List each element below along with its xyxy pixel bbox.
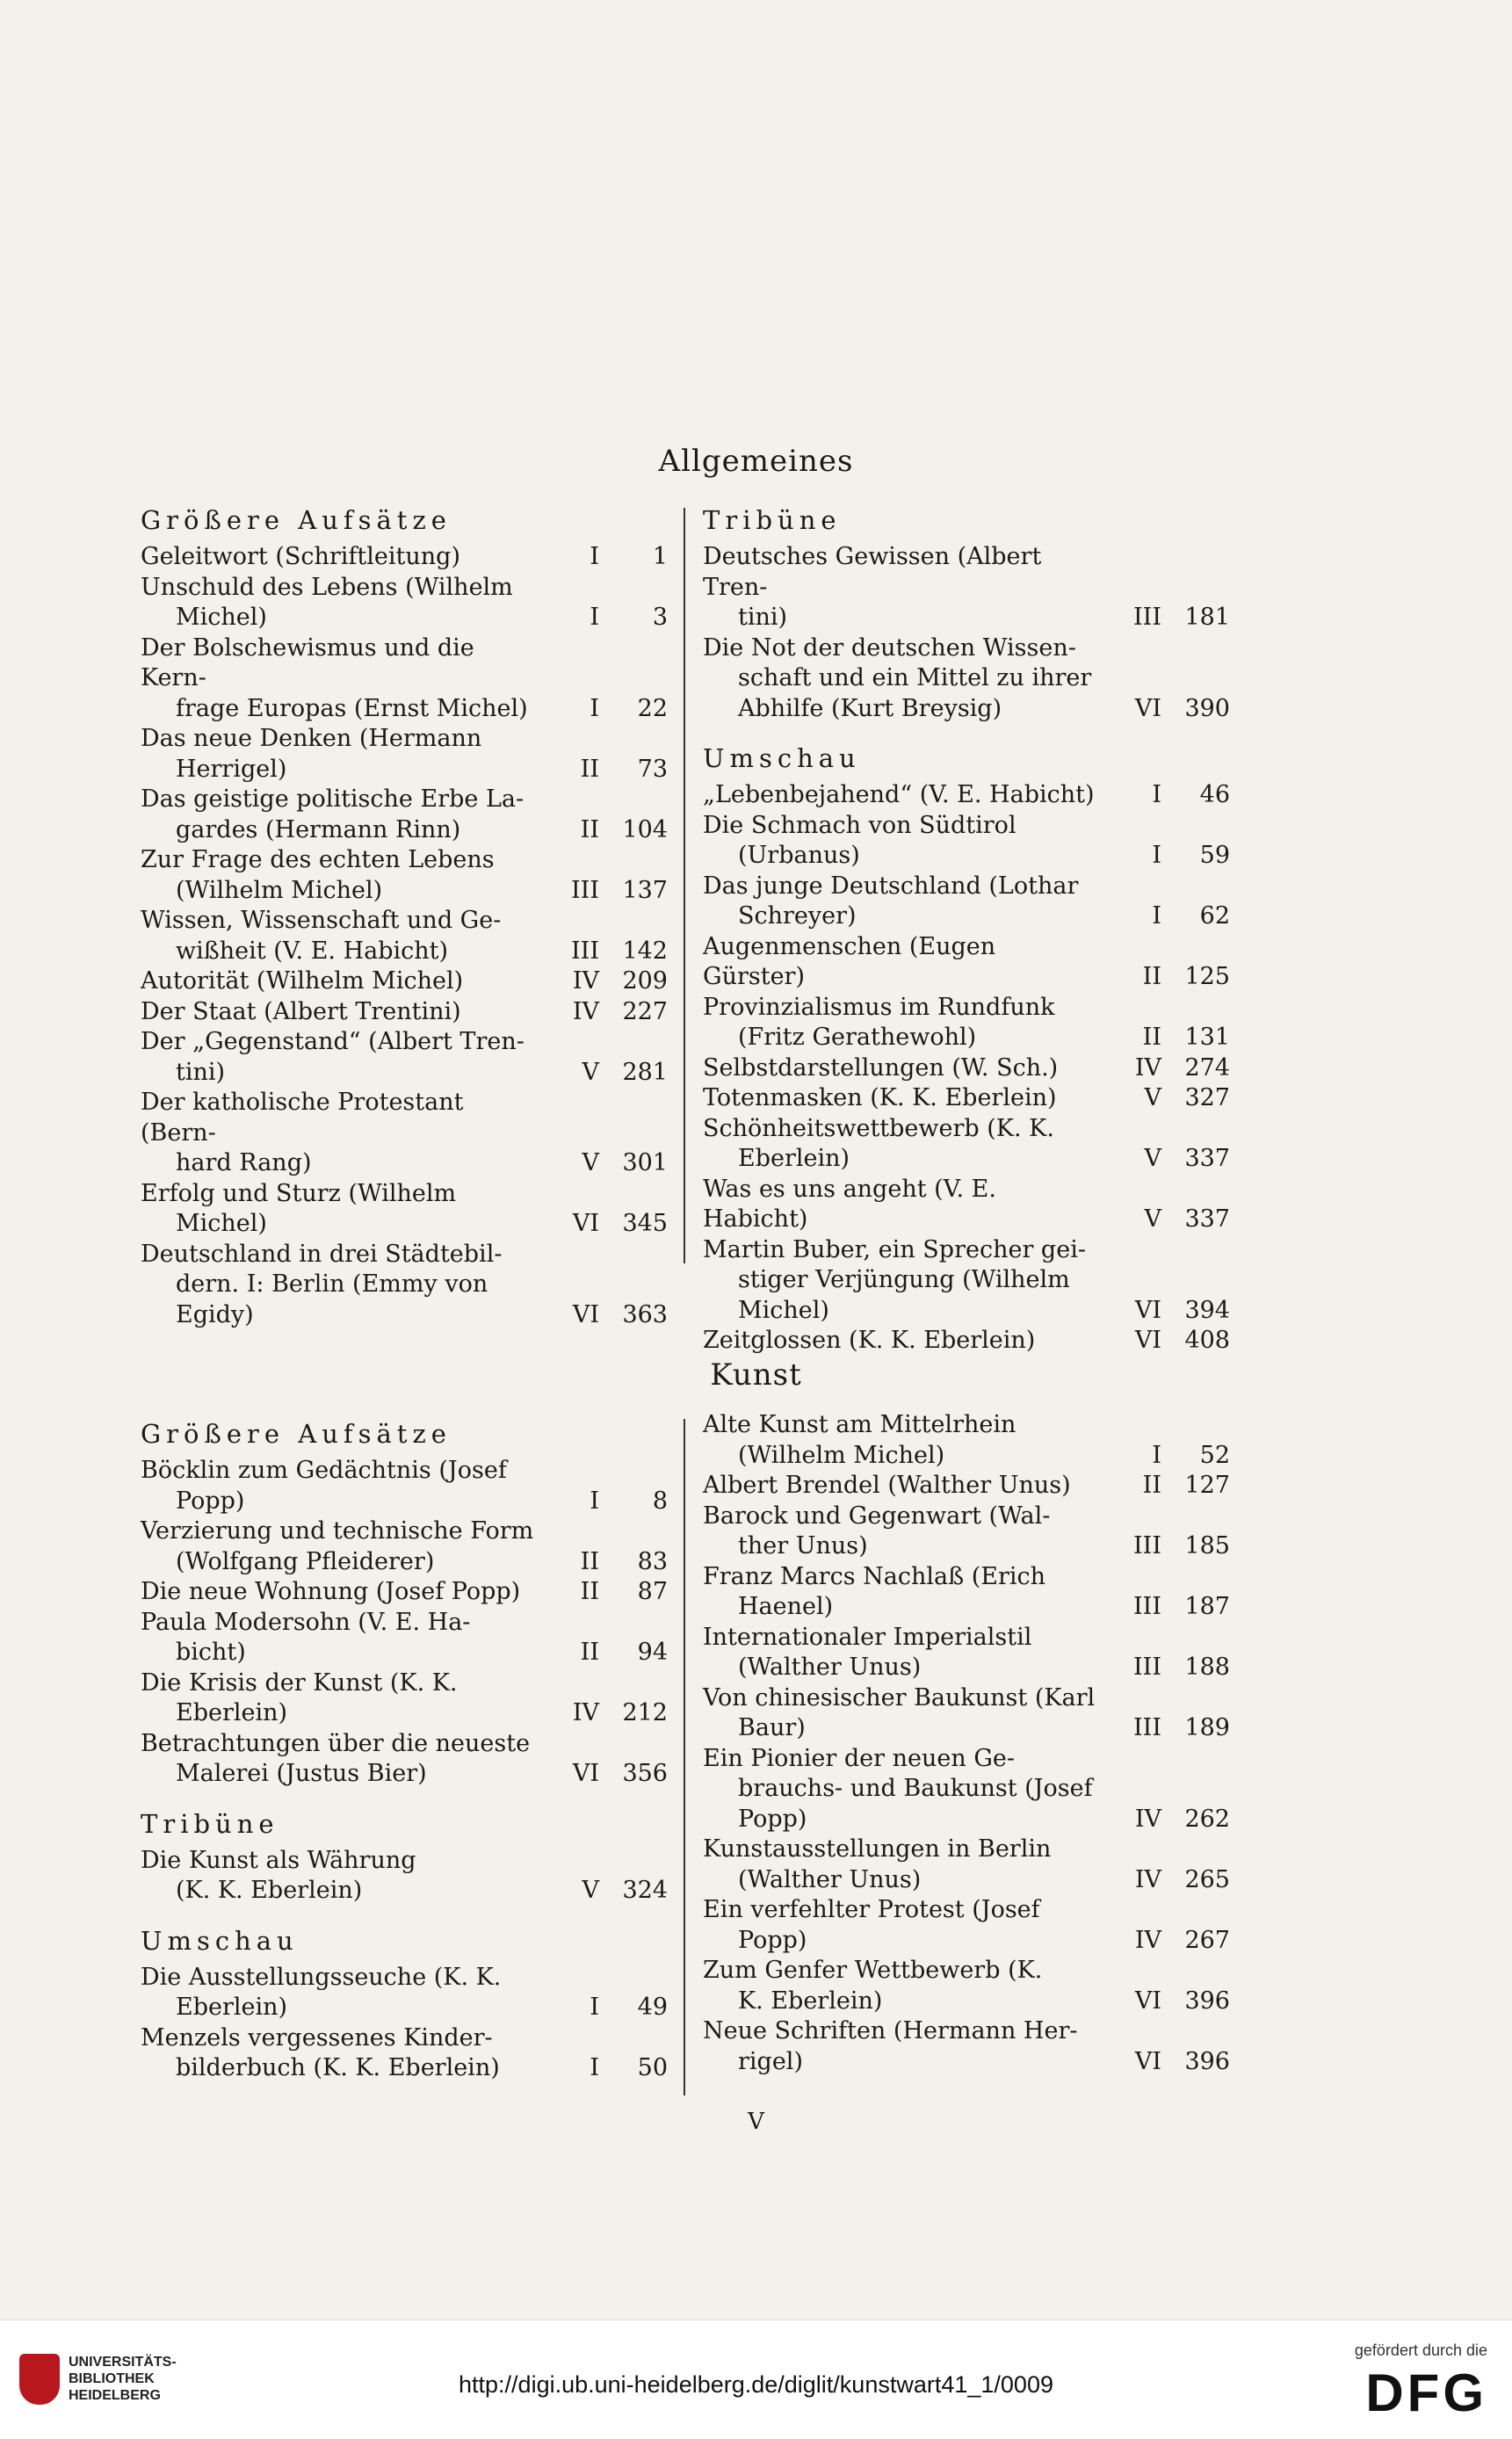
entry-volume: VI [1134, 2047, 1161, 2075]
entry-volume: I [590, 604, 599, 631]
entry-title-line: (Urbanus) [738, 842, 860, 869]
library-line-1: UNIVERSITÄTS- [69, 2355, 177, 2370]
column-divider [684, 508, 685, 1263]
entry-title [141, 1516, 539, 1577]
entry-title [703, 1502, 1102, 1562]
entry-title-line: Schönheitswettbewerb (K. K. [703, 1114, 1054, 1142]
entry-page: 1 [652, 543, 668, 570]
index-entry [703, 1895, 1230, 1956]
entry-title-line: Popp) [176, 1487, 245, 1515]
entry-title [141, 1668, 539, 1729]
entry-page: 142 [622, 937, 668, 965]
entry-title-line: brauchs- und Baukunst (Josef [738, 1775, 1093, 1802]
index-entry [141, 1027, 668, 1088]
entry-title [141, 1027, 539, 1088]
entry-title-line: Egidy) [176, 1300, 254, 1328]
entry-title-line: rigel) [738, 2047, 803, 2075]
entry-title [141, 906, 539, 966]
entry-title-line: Haenel) [738, 1593, 834, 1620]
entry-title [141, 845, 539, 906]
entry-title-line: Die neue Wohnung (Josef Popp) [141, 1578, 521, 1605]
entry-page: 83 [637, 1547, 668, 1575]
entry-volume: I [590, 2054, 599, 2081]
index-entry [141, 906, 668, 966]
library-line-2: BIBLIOTHEK [69, 2371, 155, 2386]
entry-page: 127 [1184, 1472, 1230, 1499]
entry-title-line: Die Not der deutschen Wissen- [703, 633, 1076, 662]
index-entry [703, 1835, 1230, 1895]
entry-title-line: (Fritz Gerathewohl) [738, 1024, 977, 1051]
entry-volume: II [580, 815, 599, 843]
entry-title-line: gardes (Hermann Rinn) [176, 815, 461, 843]
entry-volume: III [571, 876, 599, 904]
index-entry [703, 1744, 1230, 1835]
index-entry [141, 633, 668, 725]
entry-page: 262 [1184, 1805, 1230, 1833]
section-title-kunst: Kunst [710, 1357, 802, 1393]
entry-volume: II [1142, 1472, 1161, 1499]
index-entry [703, 872, 1230, 932]
entry-title-line: (Walther Unus) [738, 1865, 922, 1893]
entry-page: 49 [637, 1994, 668, 2021]
entry-volume: VI [572, 1760, 599, 1787]
entry-page: 52 [1199, 1441, 1230, 1469]
entry-page: 356 [622, 1760, 668, 1787]
index-entry [141, 1577, 668, 1608]
entry-title-line: Popp) [738, 1926, 807, 1954]
entry-title [703, 1471, 1102, 1502]
entry-title-line: Die Krisis der Kunst (K. K. [141, 1668, 458, 1697]
entry-volume: II [580, 1547, 599, 1575]
entry-title [141, 1608, 539, 1668]
entry-title-line: (Wilhelm Michel) [176, 876, 383, 904]
entry-title-line: Augenmenschen (Eugen Gürster) [703, 932, 996, 990]
entry-page: 3 [652, 604, 668, 631]
entry-title-line: schaft und ein Mittel zu ihrer [738, 664, 1092, 691]
index-entry [703, 2016, 1230, 2077]
entry-page: 59 [1199, 842, 1230, 869]
entry-volume: I [1152, 842, 1161, 869]
entry-title-line: „Lebenbejahend“ (V. E. Habicht) [703, 781, 1095, 808]
entry-title [703, 1114, 1102, 1175]
entry-title [141, 1088, 539, 1179]
index-entry [141, 785, 668, 845]
entry-title-line: Provinzialismus im Rundfunk [703, 993, 1055, 1021]
entry-title-line: Herrigel) [176, 755, 287, 783]
entry-volume: V [582, 1149, 599, 1176]
entry-page: 337 [1184, 1145, 1230, 1172]
index-entry [703, 1326, 1230, 1357]
entry-title-line: Erfolg und Sturz (Wilhelm [141, 1179, 457, 1207]
entry-volume: V [582, 1058, 599, 1086]
entry-title-line: Der „Gegenstand“ (Albert Tren- [141, 1028, 524, 1055]
entry-title-line: Baur) [738, 1714, 806, 1741]
entry-volume: III [1133, 1593, 1161, 1620]
index-entry [141, 966, 668, 997]
entry-page: 131 [1184, 1024, 1230, 1051]
entry-title [703, 542, 1102, 633]
index-entry [141, 1456, 668, 1516]
entry-title-line: Menzels vergessenes Kinder- [141, 2023, 493, 2052]
entry-title-line: Das junge Deutschland (Lothar [703, 872, 1079, 900]
entry-title [703, 872, 1102, 932]
entry-volume: V [1144, 1145, 1161, 1172]
index-entry [141, 845, 668, 906]
entry-volume: IV [1134, 1805, 1161, 1833]
entry-title [141, 1179, 539, 1240]
column-allgemeines-right [703, 496, 1230, 1357]
entry-volume: V [1144, 1205, 1161, 1233]
entry-title-line: stiger Verjüngung (Wilhelm [738, 1266, 1070, 1293]
entry-title [703, 1083, 1102, 1114]
column-allgemeines-left [141, 496, 668, 1330]
entry-title [141, 633, 539, 725]
entry-title-line: Kunstausstellungen in Berlin [703, 1835, 1052, 1863]
index-entry [141, 1088, 668, 1179]
entry-title-line: Paula Modersohn (V. E. Ha- [141, 1608, 471, 1636]
index-entry [703, 1956, 1230, 2016]
entry-title-line: tini) [738, 604, 788, 631]
section-title-allgemeines: Allgemeines [658, 444, 854, 479]
entry-page: 125 [1184, 963, 1230, 990]
index-entry [141, 1179, 668, 1240]
entry-title [703, 1895, 1102, 1956]
entry-title-line: (Wolfgang Pfleiderer) [176, 1547, 435, 1575]
entry-title-line: bicht) [176, 1639, 246, 1666]
entry-title [141, 966, 539, 997]
entry-title-line: Unschuld des Lebens (Wilhelm [141, 573, 513, 601]
entry-title-line: Eberlein) [176, 1699, 288, 1726]
entry-page: 87 [637, 1578, 668, 1605]
entry-page: 227 [622, 997, 668, 1025]
entry-title-line: Neue Schriften (Hermann Her- [703, 2017, 1078, 2045]
funded-by-label: gefördert durch die [1354, 2341, 1487, 2359]
entry-page: 327 [1184, 1084, 1230, 1111]
entry-title [141, 1240, 539, 1331]
entry-title-line: Michel) [176, 604, 267, 631]
entry-title-line: Von chinesischer Baukunst (Karl [703, 1683, 1096, 1712]
entry-page: 189 [1184, 1714, 1230, 1741]
index-entry [703, 1471, 1230, 1502]
index-entry [703, 811, 1230, 872]
entry-title [141, 2023, 539, 2084]
entry-volume: III [1133, 1532, 1161, 1560]
index-entry [141, 542, 668, 573]
entry-page: 396 [1184, 2047, 1230, 2075]
entry-title-line: Zum Genfer Wettbewerb (K. [703, 1957, 1043, 1984]
entry-title-line: Martin Buber, ein Sprecher gei- [703, 1235, 1086, 1263]
entry-title-line: Der katholische Protestant (Bern- [141, 1089, 464, 1147]
library-line-3: HEIDELBERG [69, 2388, 161, 2403]
entry-title-line: Das neue Denken (Hermann [141, 725, 482, 752]
entry-title-line: tini) [176, 1058, 226, 1086]
entry-title-line: (Wilhelm Michel) [738, 1441, 945, 1469]
entry-title-line: hard Rang) [176, 1149, 312, 1176]
entry-page: 274 [1184, 1053, 1230, 1082]
entry-title-line: Der Staat (Albert Trentini) [141, 997, 461, 1025]
index-entry [141, 1846, 668, 1907]
entry-title [703, 1744, 1102, 1835]
entry-title-line: Barock und Gegenwart (Wal- [703, 1502, 1051, 1530]
entry-title [703, 993, 1102, 1053]
index-entry [703, 1502, 1230, 1562]
index-entry [141, 1668, 668, 1729]
index-entry [703, 1410, 1230, 1471]
entry-title [703, 1835, 1102, 1895]
entry-page: 281 [622, 1058, 668, 1086]
index-entry [141, 1729, 668, 1790]
entry-title [141, 997, 539, 1028]
entry-page: 46 [1199, 781, 1230, 808]
entry-title-line: Internationaler Imperialstil [703, 1623, 1032, 1651]
entry-volume: I [590, 1994, 599, 2021]
entry-page: 188 [1184, 1654, 1230, 1681]
entry-page: 187 [1184, 1593, 1230, 1620]
entry-page: 137 [622, 876, 668, 904]
index-entry [703, 993, 1230, 1053]
entry-volume: III [571, 937, 599, 965]
entry-page: 209 [622, 967, 668, 995]
entry-volume: IV [1134, 1053, 1161, 1082]
group-heading: Umschau [703, 743, 861, 773]
entry-title [703, 1235, 1102, 1327]
index-entry [703, 932, 1230, 993]
entry-title-line: (Walther Unus) [738, 1654, 922, 1681]
entry-volume: II [580, 755, 599, 783]
entry-title [703, 1683, 1102, 1744]
entry-volume: II [1142, 963, 1161, 990]
group-heading: Tribüne [141, 1808, 279, 1839]
entry-title [141, 1846, 539, 1907]
entry-title-line: Ein Pionier der neuen Ge- [703, 1744, 1015, 1772]
entry-page: 62 [1199, 902, 1230, 930]
index-entry [141, 1608, 668, 1668]
entry-title-line: Verzierung und technische Form [141, 1517, 534, 1545]
entry-title [141, 573, 539, 633]
column-kunst-left [141, 1410, 668, 2084]
entry-title-line: Die Ausstellungsseuche (K. K. [141, 1963, 502, 1991]
entry-page: 394 [1184, 1296, 1230, 1324]
entry-title-line: Deutsches Gewissen (Albert Tren- [703, 543, 1042, 601]
entry-title [703, 1326, 1102, 1357]
entry-title [703, 1956, 1102, 2016]
entry-page: 185 [1184, 1532, 1230, 1560]
entry-title-line: Geleitwort (Schriftleitung) [141, 543, 460, 570]
entry-title-line: Deutschland in drei Städtebil- [141, 1240, 503, 1268]
index-entry [141, 1516, 668, 1577]
entry-volume: II [580, 1578, 599, 1605]
group-heading: Umschau [141, 1925, 299, 1956]
index-entry [703, 780, 1230, 811]
entry-title [703, 932, 1102, 993]
entry-title-line: Alte Kunst am Mittelrhein [703, 1411, 1016, 1438]
entry-title [703, 780, 1102, 811]
entry-title-line: Totenmasken (K. K. Eberlein) [703, 1084, 1057, 1111]
index-entry [141, 1240, 668, 1331]
entry-title-line: Die Kunst als Währung [141, 1846, 416, 1874]
entry-title [141, 785, 539, 845]
dfg-logo: DFG [1365, 2363, 1487, 2422]
group-heading: Größere Aufsätze [141, 1419, 452, 1449]
entry-title [703, 1410, 1102, 1471]
entry-title-line: dern. I: Berlin (Emmy von [176, 1270, 488, 1298]
entry-title-line: Der Bolschewismus und die Kern- [141, 633, 474, 691]
entry-volume: IV [572, 997, 599, 1025]
entry-page: 390 [1184, 694, 1230, 722]
group-heading: Tribüne [703, 505, 842, 535]
entry-title-line: K. Eberlein) [738, 1987, 883, 2015]
entry-title-line: Böcklin zum Gedächtnis (Josef [141, 1457, 507, 1484]
entry-volume: I [1152, 902, 1161, 930]
entry-page: 104 [622, 815, 668, 843]
index-entry [703, 1114, 1230, 1175]
entry-volume: V [582, 1877, 599, 1904]
column-divider [684, 1419, 685, 2095]
entry-title-line: Autorität (Wilhelm Michel) [141, 967, 464, 995]
entry-title [703, 1053, 1102, 1084]
entry-title-line: ther Unus) [738, 1532, 868, 1560]
entry-volume: I [1152, 1441, 1161, 1469]
entry-title-line: Ein verfehlter Protest (Josef [703, 1896, 1040, 1923]
entry-title-line: Eberlein) [176, 1994, 288, 2021]
entry-volume: VI [572, 1210, 599, 1237]
entry-volume: VI [1134, 1327, 1161, 1354]
entry-volume: I [590, 1487, 599, 1515]
entry-volume: II [580, 1639, 599, 1666]
index-entry [703, 1083, 1230, 1114]
entry-title [141, 1456, 539, 1516]
entry-page: 8 [652, 1487, 668, 1515]
entry-page: 301 [622, 1149, 668, 1176]
entry-volume: V [1144, 1084, 1161, 1111]
entry-volume: VI [1134, 1987, 1161, 2015]
entry-title-line: Franz Marcs Nachlaß (Erich [703, 1562, 1046, 1590]
entry-page: 267 [1184, 1926, 1230, 1954]
entry-title-line: Michel) [176, 1210, 267, 1237]
entry-title [141, 1729, 539, 1790]
page-number: V [748, 2109, 764, 2135]
viewer-footer [0, 2320, 1512, 2439]
entry-title-line: Zur Frage des echten Lebens [141, 846, 495, 873]
entry-title-line: frage Europas (Ernst Michel) [176, 694, 528, 722]
index-entry [703, 1623, 1230, 1683]
entry-volume: III [1133, 604, 1161, 631]
entry-page: 324 [622, 1877, 668, 1904]
column-kunst-right [703, 1410, 1230, 2077]
entry-title [703, 633, 1102, 725]
entry-title-line: Albert Brendel (Walther Unus) [703, 1472, 1071, 1499]
entry-title [141, 724, 539, 785]
index-entry [703, 1175, 1230, 1235]
index-entry [141, 573, 668, 633]
entry-title-line: Betrachtungen über die neueste [141, 1729, 531, 1757]
entry-title-line: Eberlein) [738, 1145, 850, 1172]
entry-title-line: wißheit (V. E. Habicht) [176, 937, 449, 965]
entry-title-line: Popp) [738, 1805, 807, 1833]
entry-title-line: Das geistige politische Erbe La- [141, 785, 524, 813]
index-entry [141, 1963, 668, 2023]
entry-volume: VI [572, 1300, 599, 1328]
entry-page: 337 [1184, 1205, 1230, 1233]
entry-title [703, 1623, 1102, 1683]
entry-page: 408 [1184, 1327, 1230, 1354]
entry-volume: IV [1134, 1926, 1161, 1954]
permalink-url[interactable]: http://digi.ub.uni-heidelberg.de/diglit/kunstwart41_1/0009 [459, 2371, 1053, 2398]
entry-title [141, 1963, 539, 2023]
entry-volume: III [1133, 1654, 1161, 1681]
entry-page: 345 [622, 1210, 668, 1237]
entry-title [703, 1562, 1102, 1623]
entry-volume: IV [1134, 1865, 1161, 1893]
entry-title-line: Zeitglossen (K. K. Eberlein) [703, 1327, 1036, 1354]
entry-volume: I [590, 694, 599, 722]
index-entry [703, 1683, 1230, 1744]
entry-title [703, 2016, 1102, 2077]
entry-title-line: (K. K. Eberlein) [176, 1877, 363, 1904]
entry-page: 94 [637, 1639, 668, 1666]
group-heading: Größere Aufsätze [141, 505, 452, 535]
entry-title-line: Michel) [738, 1296, 829, 1324]
entry-title [141, 542, 539, 573]
entry-volume: I [590, 543, 599, 570]
entry-volume: IV [572, 1699, 599, 1726]
entry-volume: VI [1134, 1296, 1161, 1324]
entry-volume: II [1142, 1024, 1161, 1051]
entry-volume: III [1133, 1714, 1161, 1741]
entry-page: 212 [622, 1699, 668, 1726]
index-entry [141, 724, 668, 785]
entry-title-line: Abhilfe (Kurt Breysig) [738, 694, 1002, 722]
entry-page: 73 [637, 755, 668, 783]
index-entry [703, 1053, 1230, 1084]
index-entry [141, 2023, 668, 2084]
entry-page: 22 [637, 694, 668, 722]
entry-title-line: Wissen, Wissenschaft und Ge- [141, 907, 502, 934]
entry-title-line: Was es uns angeht (V. E. Habicht) [703, 1175, 996, 1233]
index-entry [703, 633, 1230, 725]
entry-title [703, 811, 1102, 872]
index-entry [703, 1562, 1230, 1623]
entry-title-line: Schreyer) [738, 902, 857, 930]
entry-title [703, 1175, 1102, 1235]
index-entry [703, 1235, 1230, 1327]
index-entry [141, 997, 668, 1028]
entry-title [141, 1577, 539, 1608]
entry-page: 50 [637, 2054, 668, 2081]
entry-volume: IV [572, 967, 599, 995]
index-entry [703, 542, 1230, 633]
entry-page: 396 [1184, 1987, 1230, 2015]
entry-title-line: Die Schmach von Südtirol [703, 811, 1016, 839]
entry-page: 363 [622, 1300, 668, 1328]
entry-title-line: Selbstdarstellungen (W. Sch.) [703, 1053, 1059, 1082]
entry-page: 265 [1184, 1865, 1230, 1893]
entry-page: 181 [1184, 604, 1230, 631]
entry-title-line: Malerei (Justus Bier) [176, 1760, 427, 1787]
entry-volume: VI [1134, 694, 1161, 722]
entry-volume: I [1152, 781, 1161, 808]
entry-title-line: bilderbuch (K. K. Eberlein) [176, 2054, 500, 2081]
